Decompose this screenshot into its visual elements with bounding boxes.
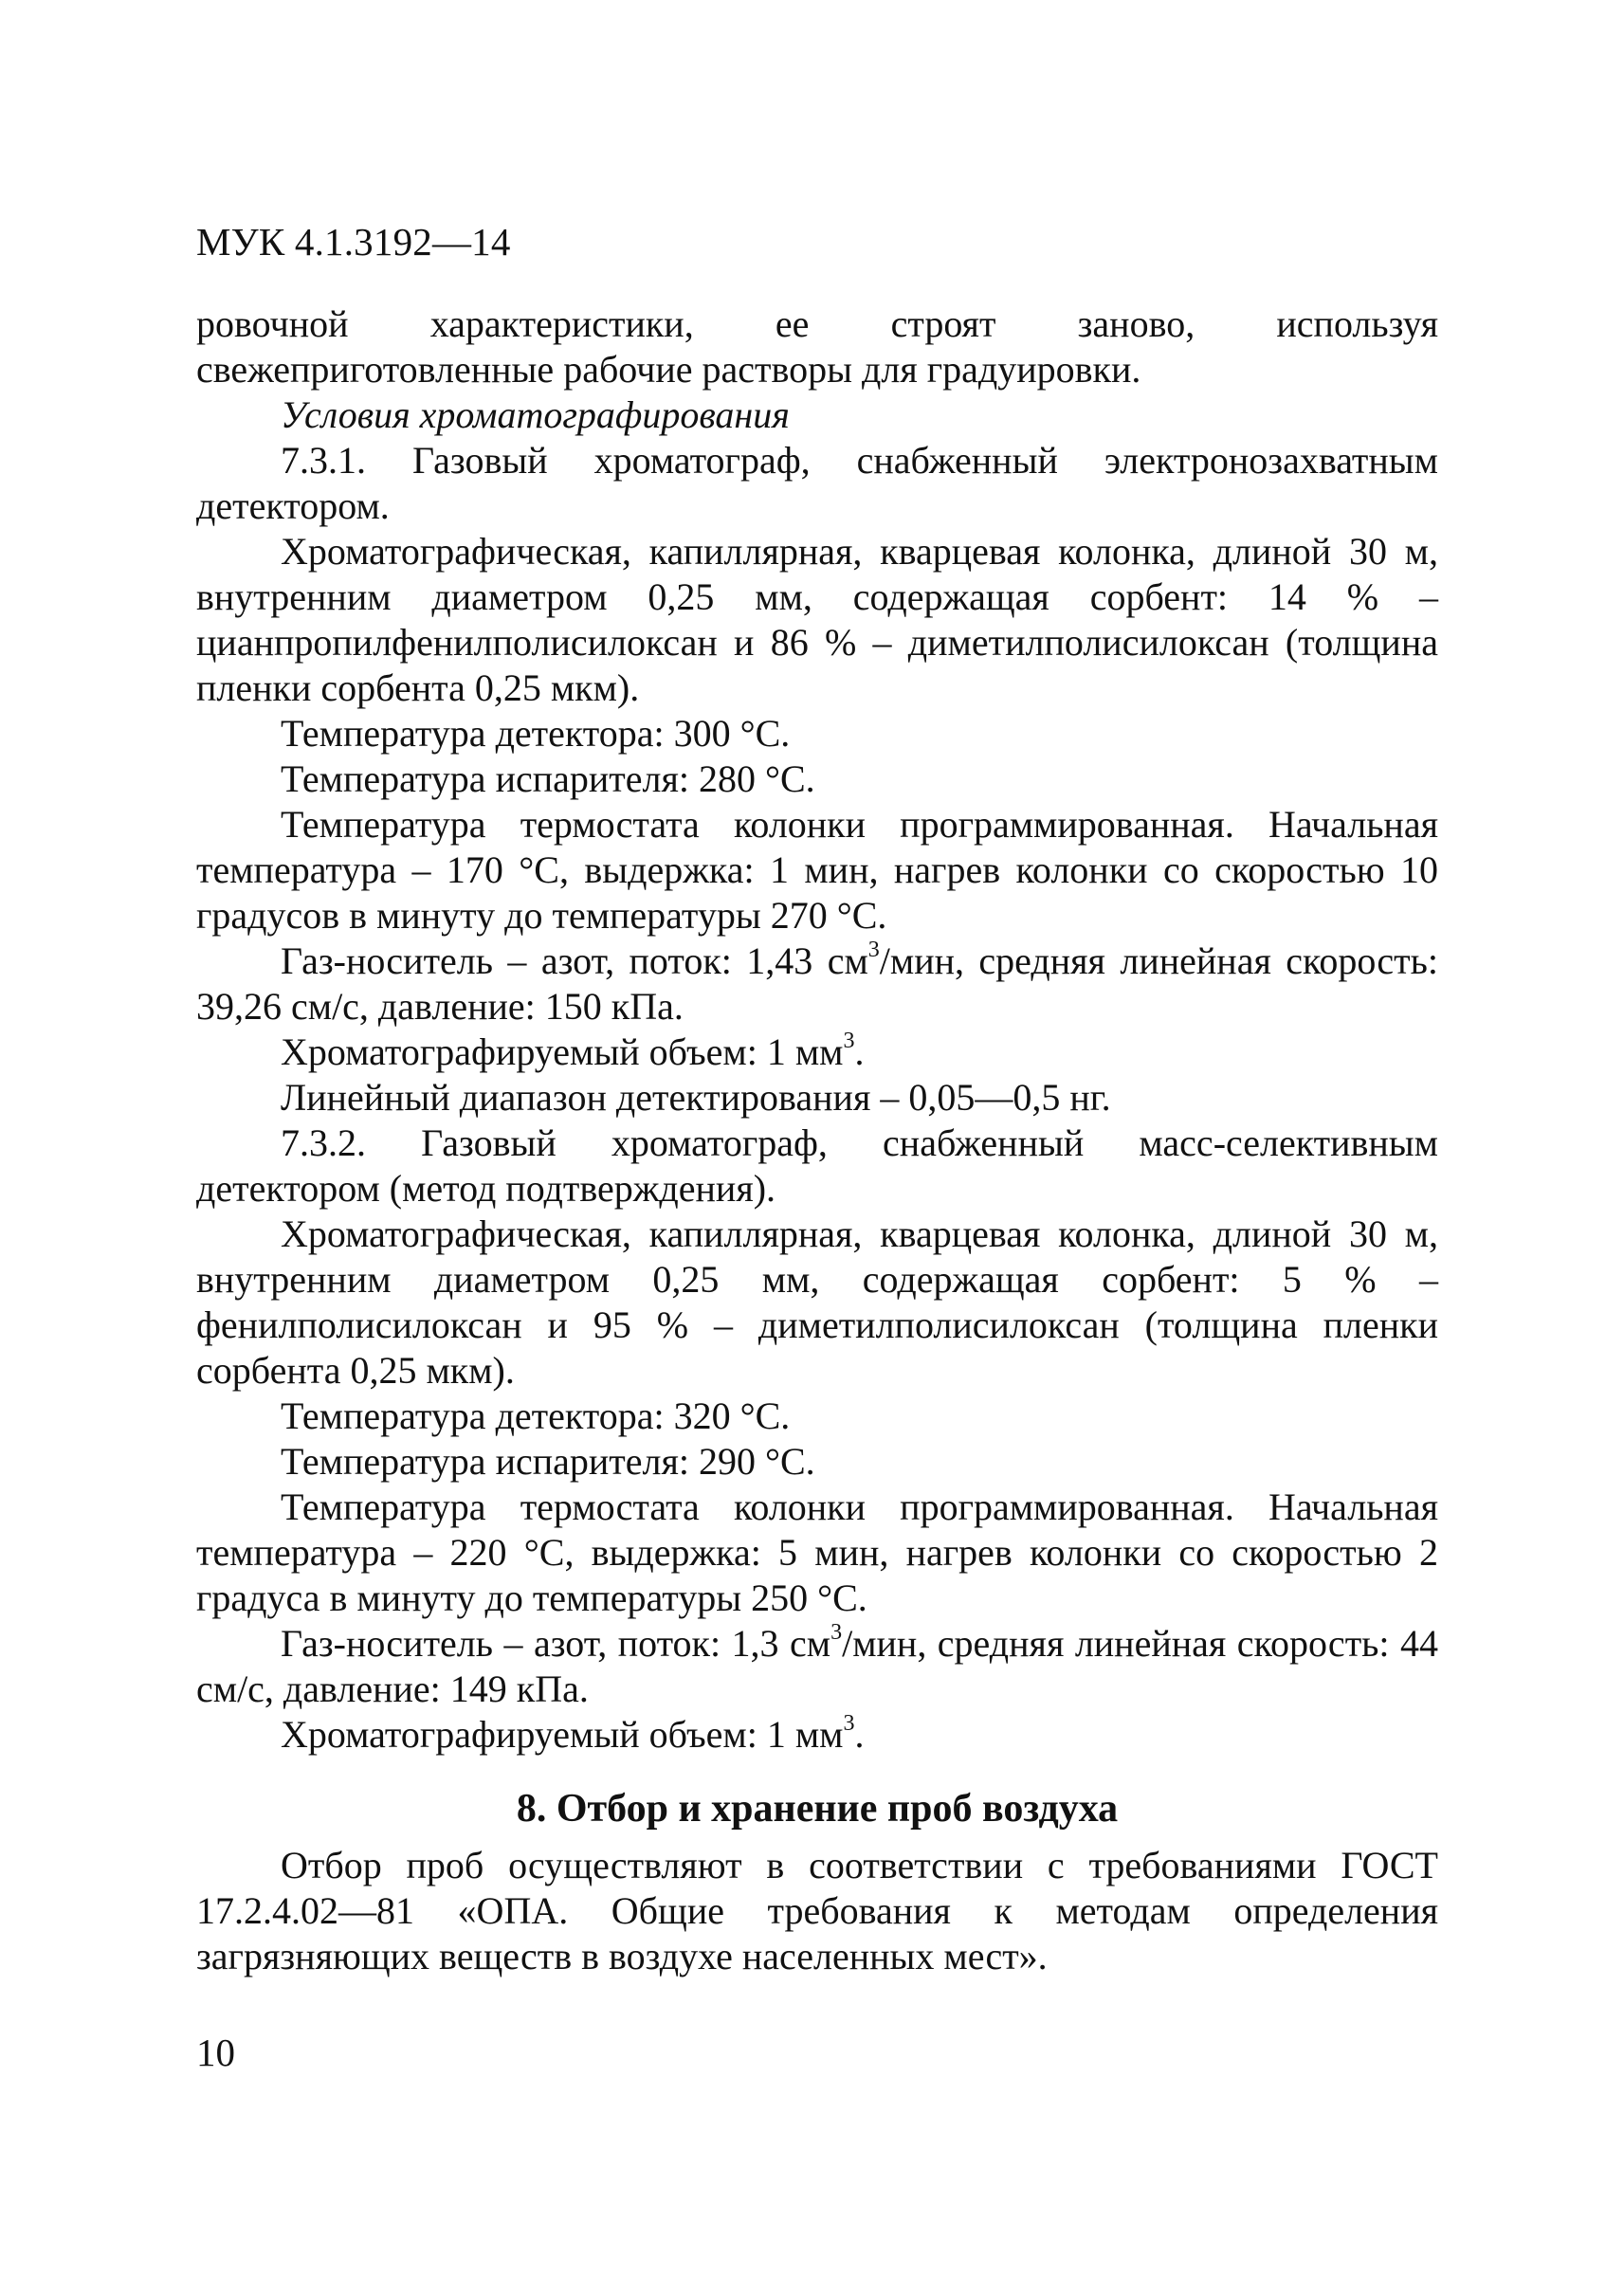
paragraph-detector-temp-ecd: Температура детектора: 300 °С. — [281, 712, 791, 755]
paragraph-thermostat-program-ms: Температура термостата колонки программированная. Начальная температура – 220 °С, выдержка: 5 мин, нагрев колонки со скоростью 2 градуса в минуту до температуры 250 °С. — [196, 1485, 1438, 1619]
carrier-gas-ecd-text-a: Газ-носитель – азот, поток: 1,43 см — [281, 939, 868, 982]
paragraph-column-ms: Хроматографическая, капиллярная, кварцевая колонка, длиной 30 м, внутренним диаметром 0,25 мм, содержащая сорбент: 5 % – фенилполисилоксан и 95 % – диметилполисилоксан (толщина пленки сорбента 0,25 мкм). — [196, 1212, 1438, 1392]
paragraph-injection-volume-ecd — [196, 1030, 1438, 1075]
paragraph-thermostat-program-ecd: Температура термостата колонки программированная. Начальная температура – 170 °С, выдержка: 1 мин, нагрев колонки со скоростью 10 градусов в минуту до температуры 270 °С. — [196, 803, 1438, 937]
paragraph-evaporator-temp-ms: Температура испарителя: 290 °С. — [281, 1440, 815, 1483]
subheading-chromatography-conditions: Условия хроматографирования — [281, 393, 790, 436]
paragraph-carrier-gas-ms — [196, 1621, 1438, 1712]
paragraph-7-3-1: 7.3.1. Газовый хроматограф, снабженный электронозахватным детектором. — [196, 439, 1438, 527]
carrier-gas-ms-text-b: /мин, средняя линейная скорость: 44 см/с, давление: 149 кПа. — [196, 1622, 1438, 1710]
injection-volume-ms-text-a: Хроматографируемый объем: 1 мм — [281, 1713, 844, 1756]
carrier-gas-ms-superscript: 3 — [830, 1619, 843, 1645]
paragraph-calibration-continuation: ровочной характеристики, ее строят заново, используя свежеприготовленные рабочие растворы для градуировки. — [196, 302, 1438, 391]
paragraph-column-ecd: Хроматографическая, капиллярная, кварцевая колонка, длиной 30 м, внутренним диаметром 0,25 мм, содержащая сорбент: 14 % – цианпропилфенилполисилоксан и 86 % – диметилполисилоксан (толщина пленки сорбента 0,25 мкм). — [196, 530, 1438, 709]
document-page — [196, 218, 1438, 1979]
paragraph-carrier-gas-ecd — [196, 938, 1438, 1030]
paragraph-evaporator-temp-ecd: Температура испарителя: 280 °С. — [281, 757, 815, 800]
injection-volume-ecd-superscript: 3 — [843, 1028, 855, 1053]
carrier-gas-ecd-text-b: /мин, средняя линейная скорость: 39,26 см/с, давление: 150 кПа. — [196, 939, 1438, 1028]
paragraph-section-8: Отбор проб осуществляют в соответствии с требованиями ГОСТ 17.2.4.02—81 «ОПА. Общие требования к методам определения загрязняющих веществ в воздухе населенных мест». — [196, 1844, 1438, 1977]
injection-volume-ecd-text-b: . — [854, 1030, 865, 1073]
paragraph-injection-volume-ms — [196, 1712, 1438, 1758]
paragraph-7-3-2: 7.3.2. Газовый хроматограф, снабженный масс-селективным детектором (метод подтверждения). — [196, 1121, 1438, 1210]
document-body — [196, 301, 1438, 1979]
carrier-gas-ecd-superscript: 3 — [867, 937, 880, 962]
document-header: МУК 4.1.3192—14 — [196, 220, 511, 264]
injection-volume-ms-text-b: . — [854, 1713, 865, 1756]
paragraph-detector-temp-ms: Температура детектора: 320 °С. — [281, 1394, 791, 1437]
section-8-title: 8. Отбор и хранение проб воздуха — [516, 1787, 1119, 1831]
carrier-gas-ms-text-a: Газ-носитель – азот, поток: 1,3 см — [281, 1622, 831, 1665]
injection-volume-ms-superscript: 3 — [843, 1710, 855, 1736]
paragraph-linear-range: Линейный диапазон детектирования – 0,05—0,5 нг. — [281, 1076, 1111, 1119]
page-number: 10 — [196, 2031, 235, 2074]
injection-volume-ecd-text-a: Хроматографируемый объем: 1 мм — [281, 1030, 844, 1073]
